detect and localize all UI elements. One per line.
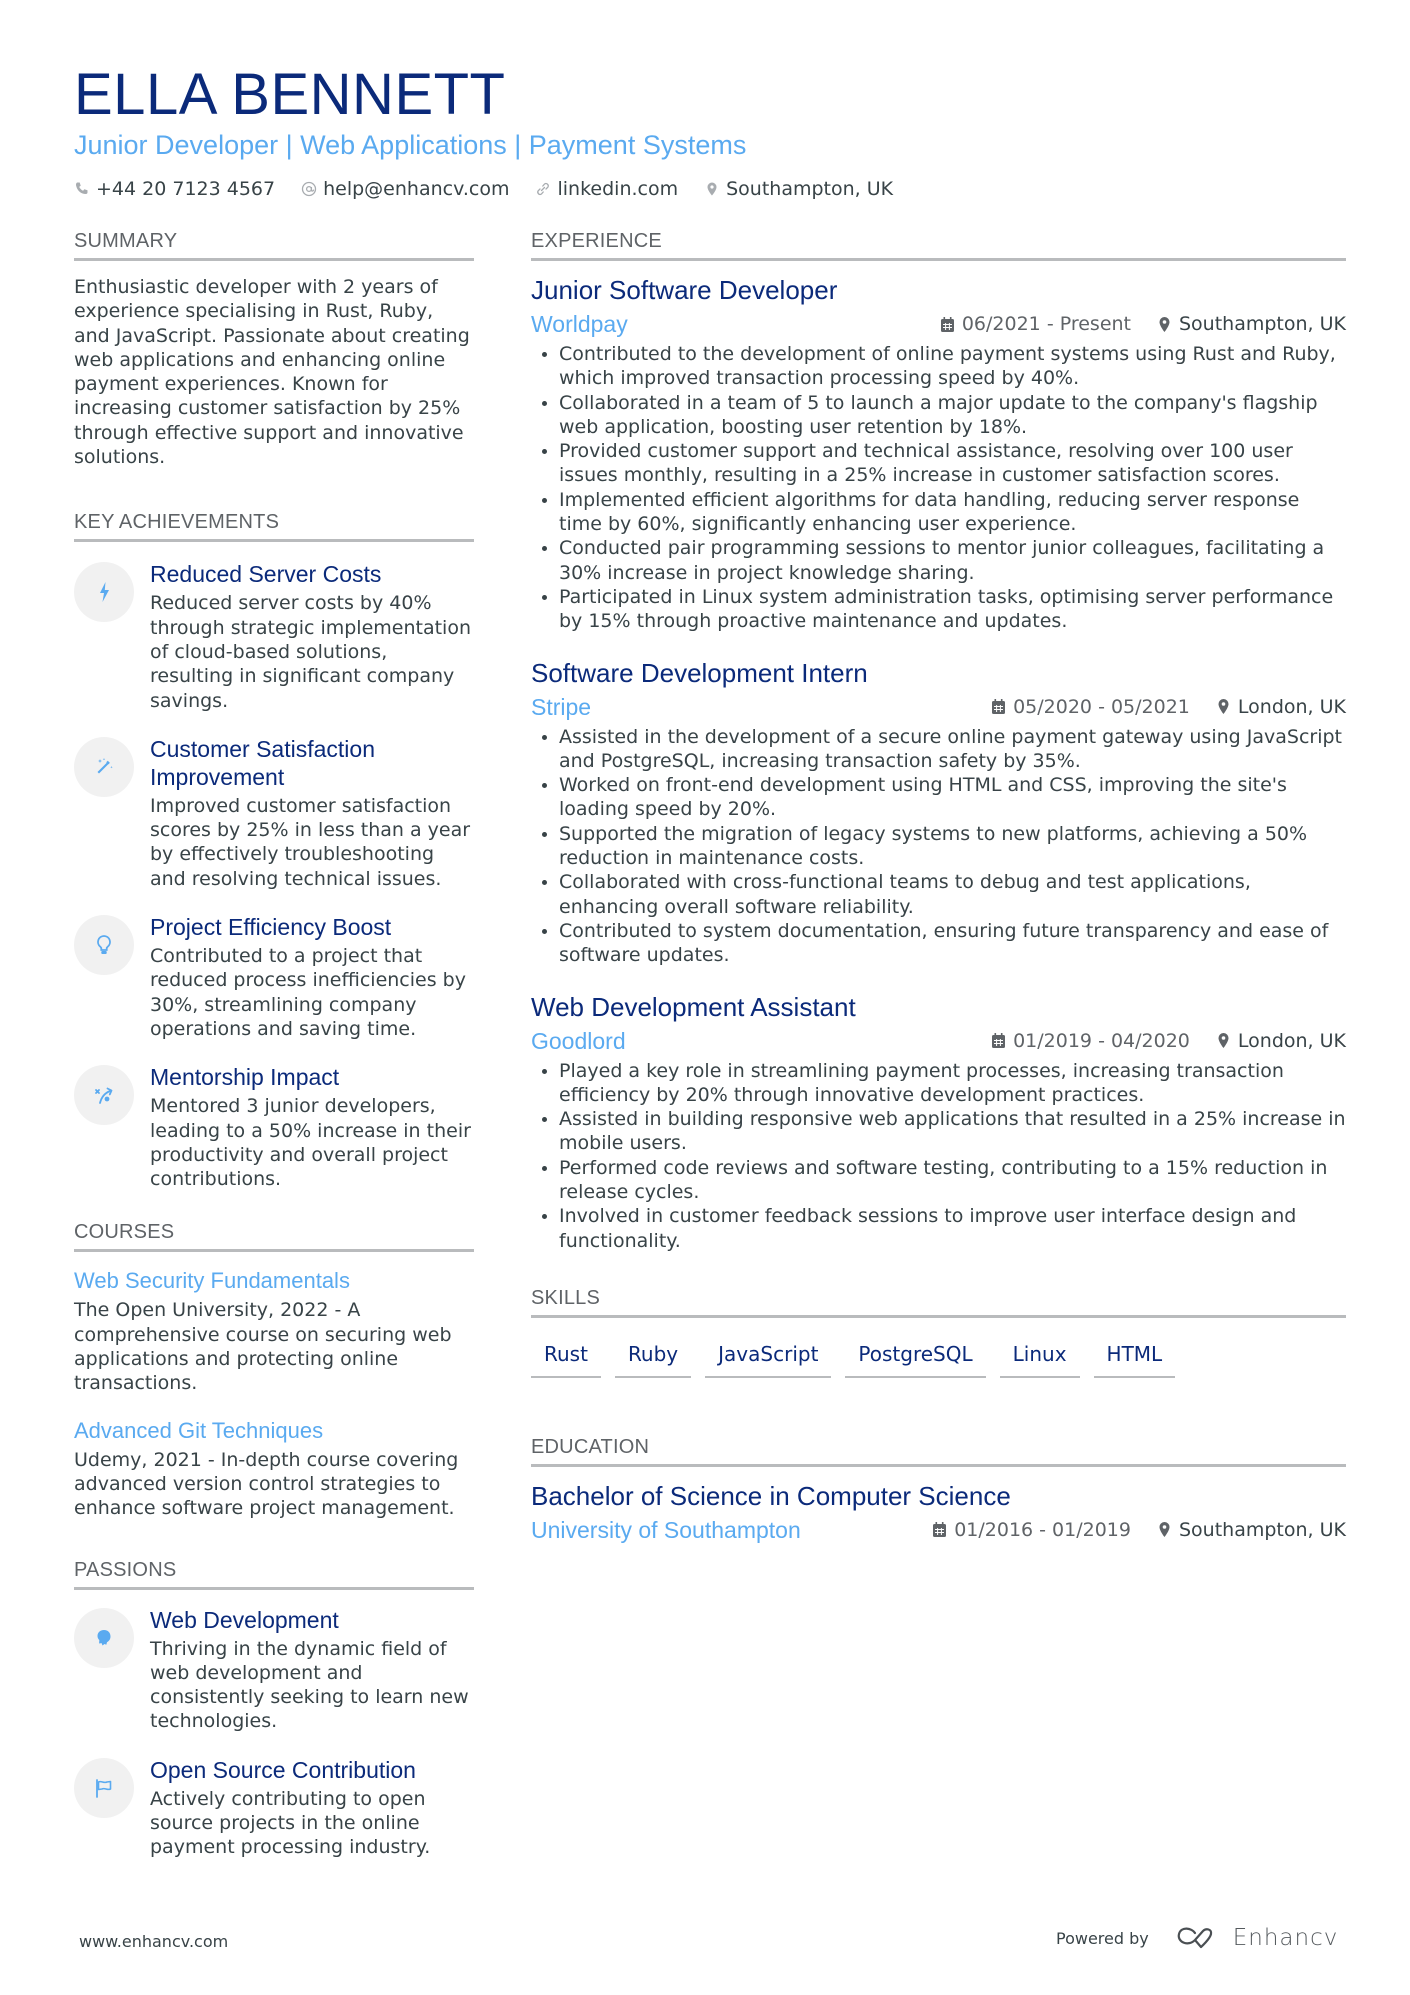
passion-text: Actively contributing to open source projects in the online payment processing industry. [150,1787,431,1859]
contact-email[interactable] [301,176,509,202]
achievement-text: Mentored 3 junior developers, leading to a 50% increase in their productivity and overall project contributions. [150,1095,471,1191]
contact-email-text[interactable]: help@enhancv.com [323,178,510,200]
job-bullets [531,725,1346,968]
achievement-item [74,735,474,891]
company-name: Stripe [531,693,592,720]
job-bullet: Assisted in building responsive web applications that resulted in a 25% increase in mobile users. [531,1107,1346,1156]
passion-text: Thriving in the dynamic field of web development and consistently seeking to learn new technologies. [150,1637,469,1733]
section-title-skills: SKILLS [531,1285,1346,1318]
job-bullet: Provided customer support and technical assistance, resolving over 100 user issues monthly, resulting in a 25% increase in customer satisfaction scores. [531,439,1346,488]
education-section [531,1434,1346,1545]
contact-row [74,176,1346,202]
passions-section [74,1557,474,1860]
calendar-icon [991,1032,1006,1049]
job-entry [531,990,1346,1253]
education-dates-text: 01/2016 - 01/2019 [954,1518,1131,1541]
phone-icon [74,181,90,197]
education-dates [932,1517,1131,1543]
company-name: Goodlord [531,1027,626,1054]
job-location-text: Southampton, UK [1179,313,1346,335]
course-text: Udemy, 2021 - In-depth course covering advanced version control strategies to enhance software project management. [74,1448,459,1520]
achievement-item [74,913,474,1041]
achievement-title: Mentorship Impact [150,1064,340,1091]
candidate-name: ELLA BENNETT [74,62,506,127]
contact-location [704,176,893,202]
achievement-title: Project Efficiency Boost [150,914,392,941]
courses-section [74,1219,474,1520]
location-icon [1216,698,1231,715]
summary-section [74,228,474,469]
job-bullet: Collaborated in a team of 5 to launch a major update to the company's flagship web application, boosting user retention by 18%. [531,391,1346,440]
lightning-icon [92,580,116,604]
job-bullet: Contributed to the development of online payment systems using Rust and Ruby, which improved transaction processing speed by 40%. [531,342,1346,391]
achievement-item [74,560,474,712]
job-meta [991,1028,1346,1054]
course-text: The Open University, 2022 - A comprehensive course on securing web applications and protecting online transactions. [74,1299,452,1395]
job-bullet: Played a key role in streamlining payment processes, increasing transaction efficiency by 20% through innovative development practices. [531,1059,1346,1108]
magic-wand-icon [92,755,116,779]
job-bullet: Conducted pair programming sessions to mentor junior colleagues, facilitating a 30% increase in project knowledge sharing. [531,536,1346,585]
course-item [74,1416,474,1521]
job-title: Software Development Intern [531,657,868,688]
achievement-icon-badge [74,737,134,797]
job-dates-text: 05/2020 - 05/2021 [1013,695,1190,718]
achievement-text: Improved customer satisfaction scores by 25% in less than a year by effectively troubleshooting and resolving technical issues. [150,794,471,890]
course-item [74,1266,474,1395]
link-icon [535,181,551,197]
job-subheader [531,309,1346,339]
education-location [1157,1517,1346,1543]
achievement-text: Reduced server costs by 40% through strategic implementation of cloud-based solutions, resulting in significant company savings. [150,592,472,712]
section-title-experience: EXPERIENCE [531,228,1346,261]
brain-head-icon [92,1626,116,1650]
course-title: Web Security Fundamentals [74,1268,350,1294]
job-bullet: Worked on front-end development using HTML and CSS, improving the site's loading speed by 20%. [531,773,1346,822]
job-dates [991,1028,1190,1054]
skill-tag: HTML [1094,1340,1176,1378]
job-meta [991,694,1346,720]
education-meta [932,1517,1346,1543]
job-bullets [531,342,1346,634]
section-title-passions: PASSIONS [74,1557,474,1590]
calendar-icon [991,698,1006,715]
job-title: Web Development Assistant [531,991,856,1022]
job-bullet: Involved in customer feedback sessions to improve user interface design and functionality. [531,1204,1346,1253]
education-location-text: Southampton, UK [1179,1518,1346,1541]
flag-icon [92,1776,116,1800]
right-column [531,228,1346,1589]
footer-website[interactable]: www.enhancv.com [79,1932,229,1951]
passion-title: Open Source Contribution [150,1756,416,1783]
achievement-icon-badge [74,562,134,622]
skills-section [531,1285,1346,1378]
achievement-text: Contributed to a project that reduced process inefficiencies by 30%, streamlining company operations and saving time. [150,945,466,1040]
job-bullet: Implemented efficient algorithms for data handling, reducing server response time by 60%, significantly enhancing user experience. [531,488,1346,537]
job-dates [991,694,1190,720]
job-bullet: Performed code reviews and software testing, contributing to a 15% reduction in release cycles. [531,1156,1346,1205]
calendar-icon [932,1521,947,1538]
skill-tag: Linux [1000,1340,1080,1378]
job-location-text: London, UK [1237,695,1346,718]
job-bullet: Collaborated with cross-functional teams to debug and test applications, enhancing overall software reliability. [531,870,1346,919]
powered-by-label: Powered by [1056,1928,1149,1948]
skill-tag: JavaScript [705,1340,831,1378]
section-title-summary: SUMMARY [74,228,474,261]
skills-list [531,1340,1346,1378]
company-name: Worldpay [531,311,628,337]
job-entry [531,656,1346,968]
contact-location-text: Southampton, UK [726,178,894,200]
experience-section [531,228,1346,1253]
skill-tag: Rust [531,1340,601,1378]
job-subheader [531,692,1346,722]
summary-text: Enthusiastic developer with 2 years of experience specialising in Rust, Ruby, and JavaScript. Passionate about creating web applications and enhancing online payment experiences. Known for increasing customer satisfaction by 25% through effective support and innovative solutions. [74,276,470,469]
section-title-courses: COURSES [74,1219,474,1252]
achievement-item [74,1063,474,1191]
strategy-icon [92,1083,116,1107]
skill-tag: Ruby [615,1340,691,1378]
job-bullet: Contributed to system documentation, ensuring future transparency and ease of software updates. [531,919,1346,968]
contact-linkedin-text[interactable]: linkedin.com [557,178,679,200]
brand-name: Enhancv [1232,1925,1339,1951]
job-title: Junior Software Developer [531,275,838,305]
job-entry [531,273,1346,634]
education-entry [531,1479,1346,1545]
lightbulb-icon [92,933,116,957]
section-title-achievements: KEY ACHIEVEMENTS [74,509,474,542]
passion-item [74,1606,474,1734]
job-meta [940,311,1346,337]
job-bullets [531,1059,1346,1253]
resume-header [74,62,1346,202]
section-title-education: EDUCATION [531,1434,1346,1467]
degree-title: Bachelor of Science in Computer Science [531,1480,1011,1511]
passion-item [74,1756,474,1860]
enhancv-logo-icon [1175,1925,1221,1951]
contact-linkedin[interactable] [535,176,678,202]
brand-logo[interactable] [1175,1925,1339,1951]
candidate-headline: Junior Developer | Web Applications | Payment Systems [74,130,747,160]
job-bullet: Participated in Linux system administration tasks, optimising server performance by 15% through proactive maintenance and updates. [531,585,1346,634]
job-subheader [531,1026,1346,1056]
job-location [1157,311,1346,337]
achievement-icon-badge [74,915,134,975]
passion-title: Web Development [150,1606,339,1633]
job-bullet: Supported the migration of legacy systems to new platforms, achieving a 50% reduction in maintenance costs. [531,822,1346,871]
school-name: University of Southampton [531,1516,801,1543]
job-location [1216,1028,1346,1054]
contact-phone-text: +44 20 7123 4567 [96,178,276,200]
education-subheader [531,1515,1346,1545]
job-dates [940,311,1131,337]
passion-icon-badge [74,1758,134,1818]
location-icon [1157,1521,1172,1538]
job-location [1216,694,1346,720]
contact-phone [74,176,275,202]
achievement-title: Reduced Server Costs [150,561,382,588]
left-column [74,228,474,1904]
calendar-icon [940,316,955,333]
job-dates-text: 01/2019 - 04/2020 [1013,1029,1190,1052]
course-title: Advanced Git Techniques [74,1417,324,1443]
job-bullet: Assisted in the development of a secure online payment gateway using JavaScript and PostgreSQL, increasing transaction safety by 35%. [531,725,1346,774]
passion-icon-badge [74,1608,134,1668]
skill-tag: PostgreSQL [845,1340,985,1378]
achievement-icon-badge [74,1065,134,1125]
job-location-text: London, UK [1237,1029,1346,1052]
footer-branding [1056,1925,1338,1951]
achievements-section [74,509,474,1191]
location-icon [1157,316,1172,333]
location-icon [1216,1032,1231,1049]
at-icon [301,181,317,197]
achievement-title: Customer Satisfaction Improvement [150,735,375,790]
job-dates-text: 06/2021 - Present [961,313,1131,335]
location-icon [704,181,720,197]
